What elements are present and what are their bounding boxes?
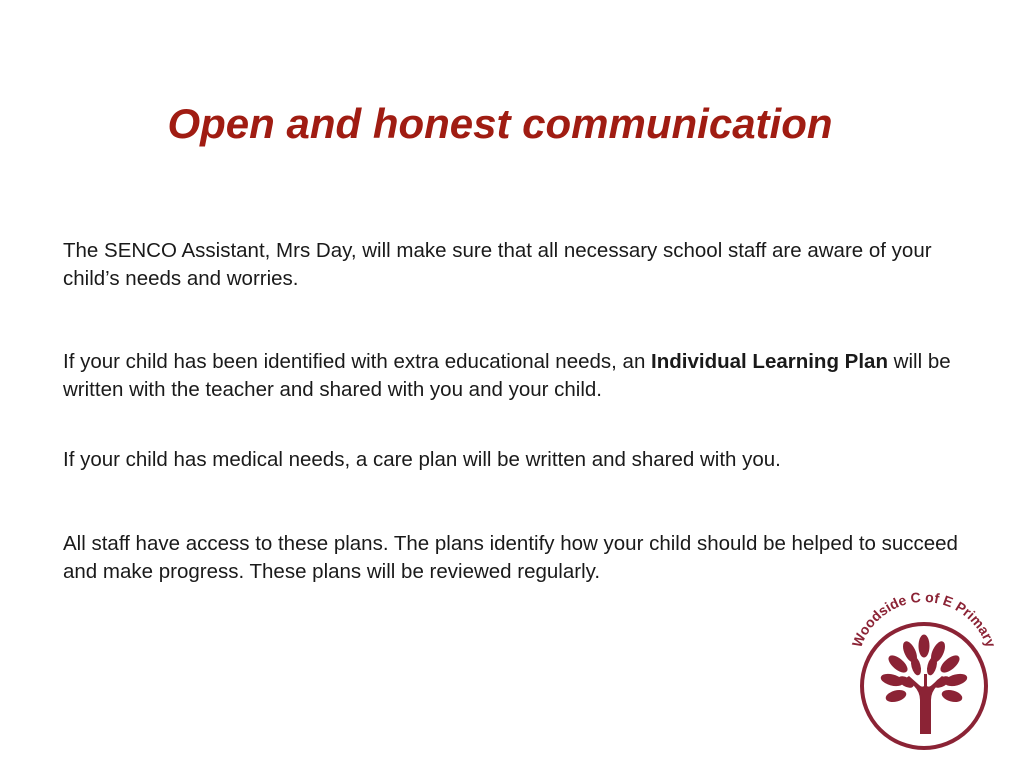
- slide-title: Open and honest communication: [167, 100, 833, 147]
- paragraph-staff-access: All staff have access to these plans. The plans identify how your child should be helped to succeed and make progress. These plans will be reviewed regularly.: [63, 532, 958, 583]
- tree-icon: [880, 635, 968, 734]
- paragraph-senco: The SENCO Assistant, Mrs Day, will make sure that all necessary school staff are aware of your child’s needs and worries.: [63, 239, 932, 290]
- school-logo: [836, 582, 1012, 758]
- paragraph-learning-plan-end: will be written with the teacher and shared with you and your child.: [63, 350, 951, 401]
- paragraph-learning-plan-start: If your child has been identified with extra educational needs, an: [63, 350, 652, 373]
- paragraph-medical: If your child has medical needs, a care plan will be written and shared with you.: [63, 448, 781, 471]
- school-logo-text: Woodside C of E Primary: [848, 588, 1000, 650]
- paragraph-learning-plan: [63, 348, 963, 404]
- individual-learning-plan-term: Individual Learning Plan: [651, 350, 888, 373]
